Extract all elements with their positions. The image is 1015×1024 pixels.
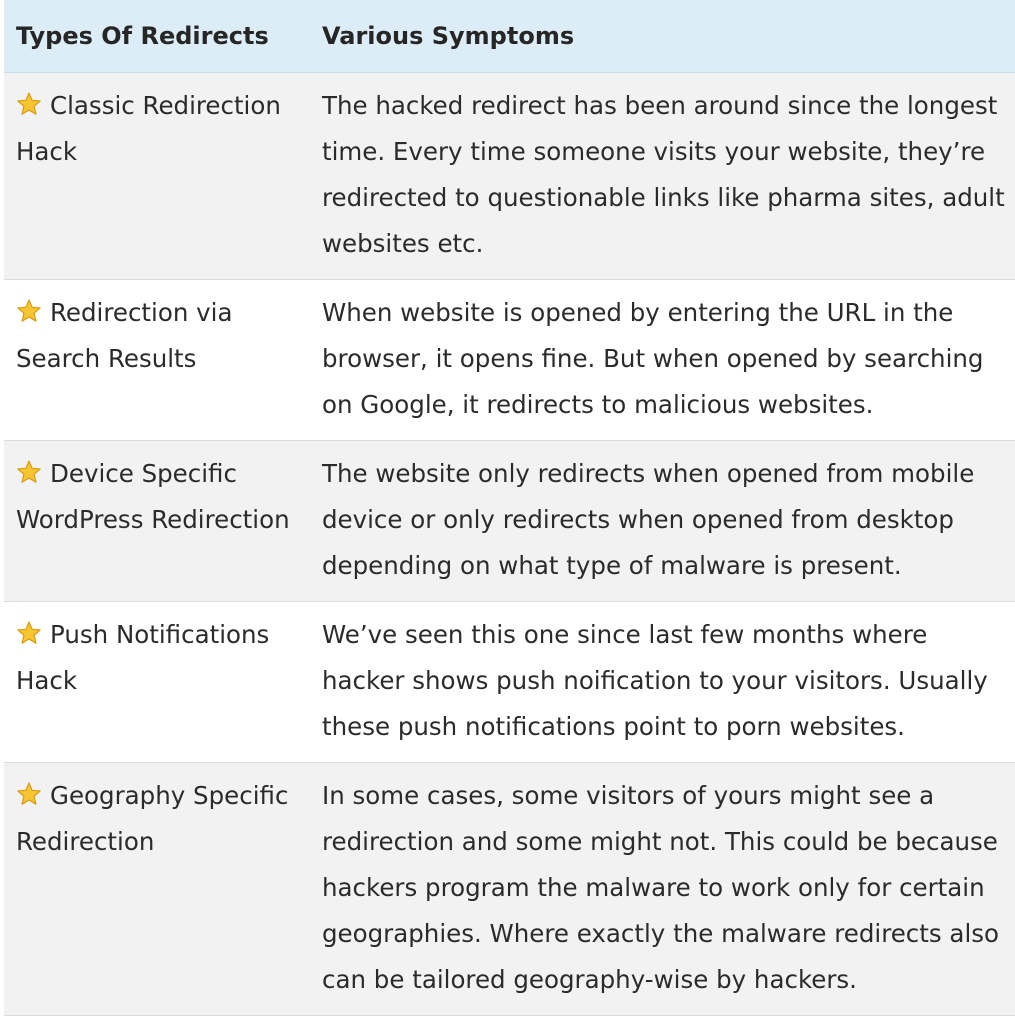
table-row bbox=[4, 73, 1015, 280]
header-types-of-redirects: Types Of Redirects bbox=[4, 0, 310, 73]
type-label: Classic Redirection Hack bbox=[16, 91, 281, 166]
star-icon bbox=[16, 620, 42, 646]
type-cell bbox=[4, 602, 310, 763]
type-cell bbox=[4, 763, 310, 1016]
type-label: Geography Specific Redirection bbox=[16, 781, 289, 856]
type-cell bbox=[4, 280, 310, 441]
table-row bbox=[4, 602, 1015, 763]
symptom-cell: When website is opened by entering the URL in the browser, it opens fine. But when opened by searching on Google, it redirects to malicious websites. bbox=[310, 280, 1015, 441]
type-cell bbox=[4, 73, 310, 280]
type-cell bbox=[4, 441, 310, 602]
redirects-table bbox=[4, 0, 1015, 1016]
table-row bbox=[4, 763, 1015, 1016]
header-various-symptoms: Various Symptoms bbox=[310, 0, 1015, 73]
symptom-cell: We’ve seen this one since last few months where hacker shows push noification to your visitors. Usually these push notifications point to porn websites. bbox=[310, 602, 1015, 763]
type-label: Push Notifications Hack bbox=[16, 620, 270, 695]
star-icon bbox=[16, 298, 42, 324]
table-row bbox=[4, 280, 1015, 441]
type-label: Redirection via Search Results bbox=[16, 298, 233, 373]
table-row bbox=[4, 441, 1015, 602]
symptom-cell: The hacked redirect has been around since the longest time. Every time someone visits your website, they’re redirected to questionable links like pharma sites, adult websites etc. bbox=[310, 73, 1015, 280]
star-icon bbox=[16, 459, 42, 485]
symptom-cell: The website only redirects when opened from mobile device or only redirects when opened from desktop depending on what type of malware is present. bbox=[310, 441, 1015, 602]
star-icon bbox=[16, 91, 42, 117]
star-icon bbox=[16, 781, 42, 807]
table-header-row bbox=[4, 0, 1015, 73]
symptom-cell: In some cases, some visitors of yours might see a redirection and some might not. This could be because hackers program the malware to work only for certain geographies. Where exactly the malware redirects also can be tailored geography-wise by hackers. bbox=[310, 763, 1015, 1016]
type-label: Device Specific WordPress Redirection bbox=[16, 459, 290, 534]
